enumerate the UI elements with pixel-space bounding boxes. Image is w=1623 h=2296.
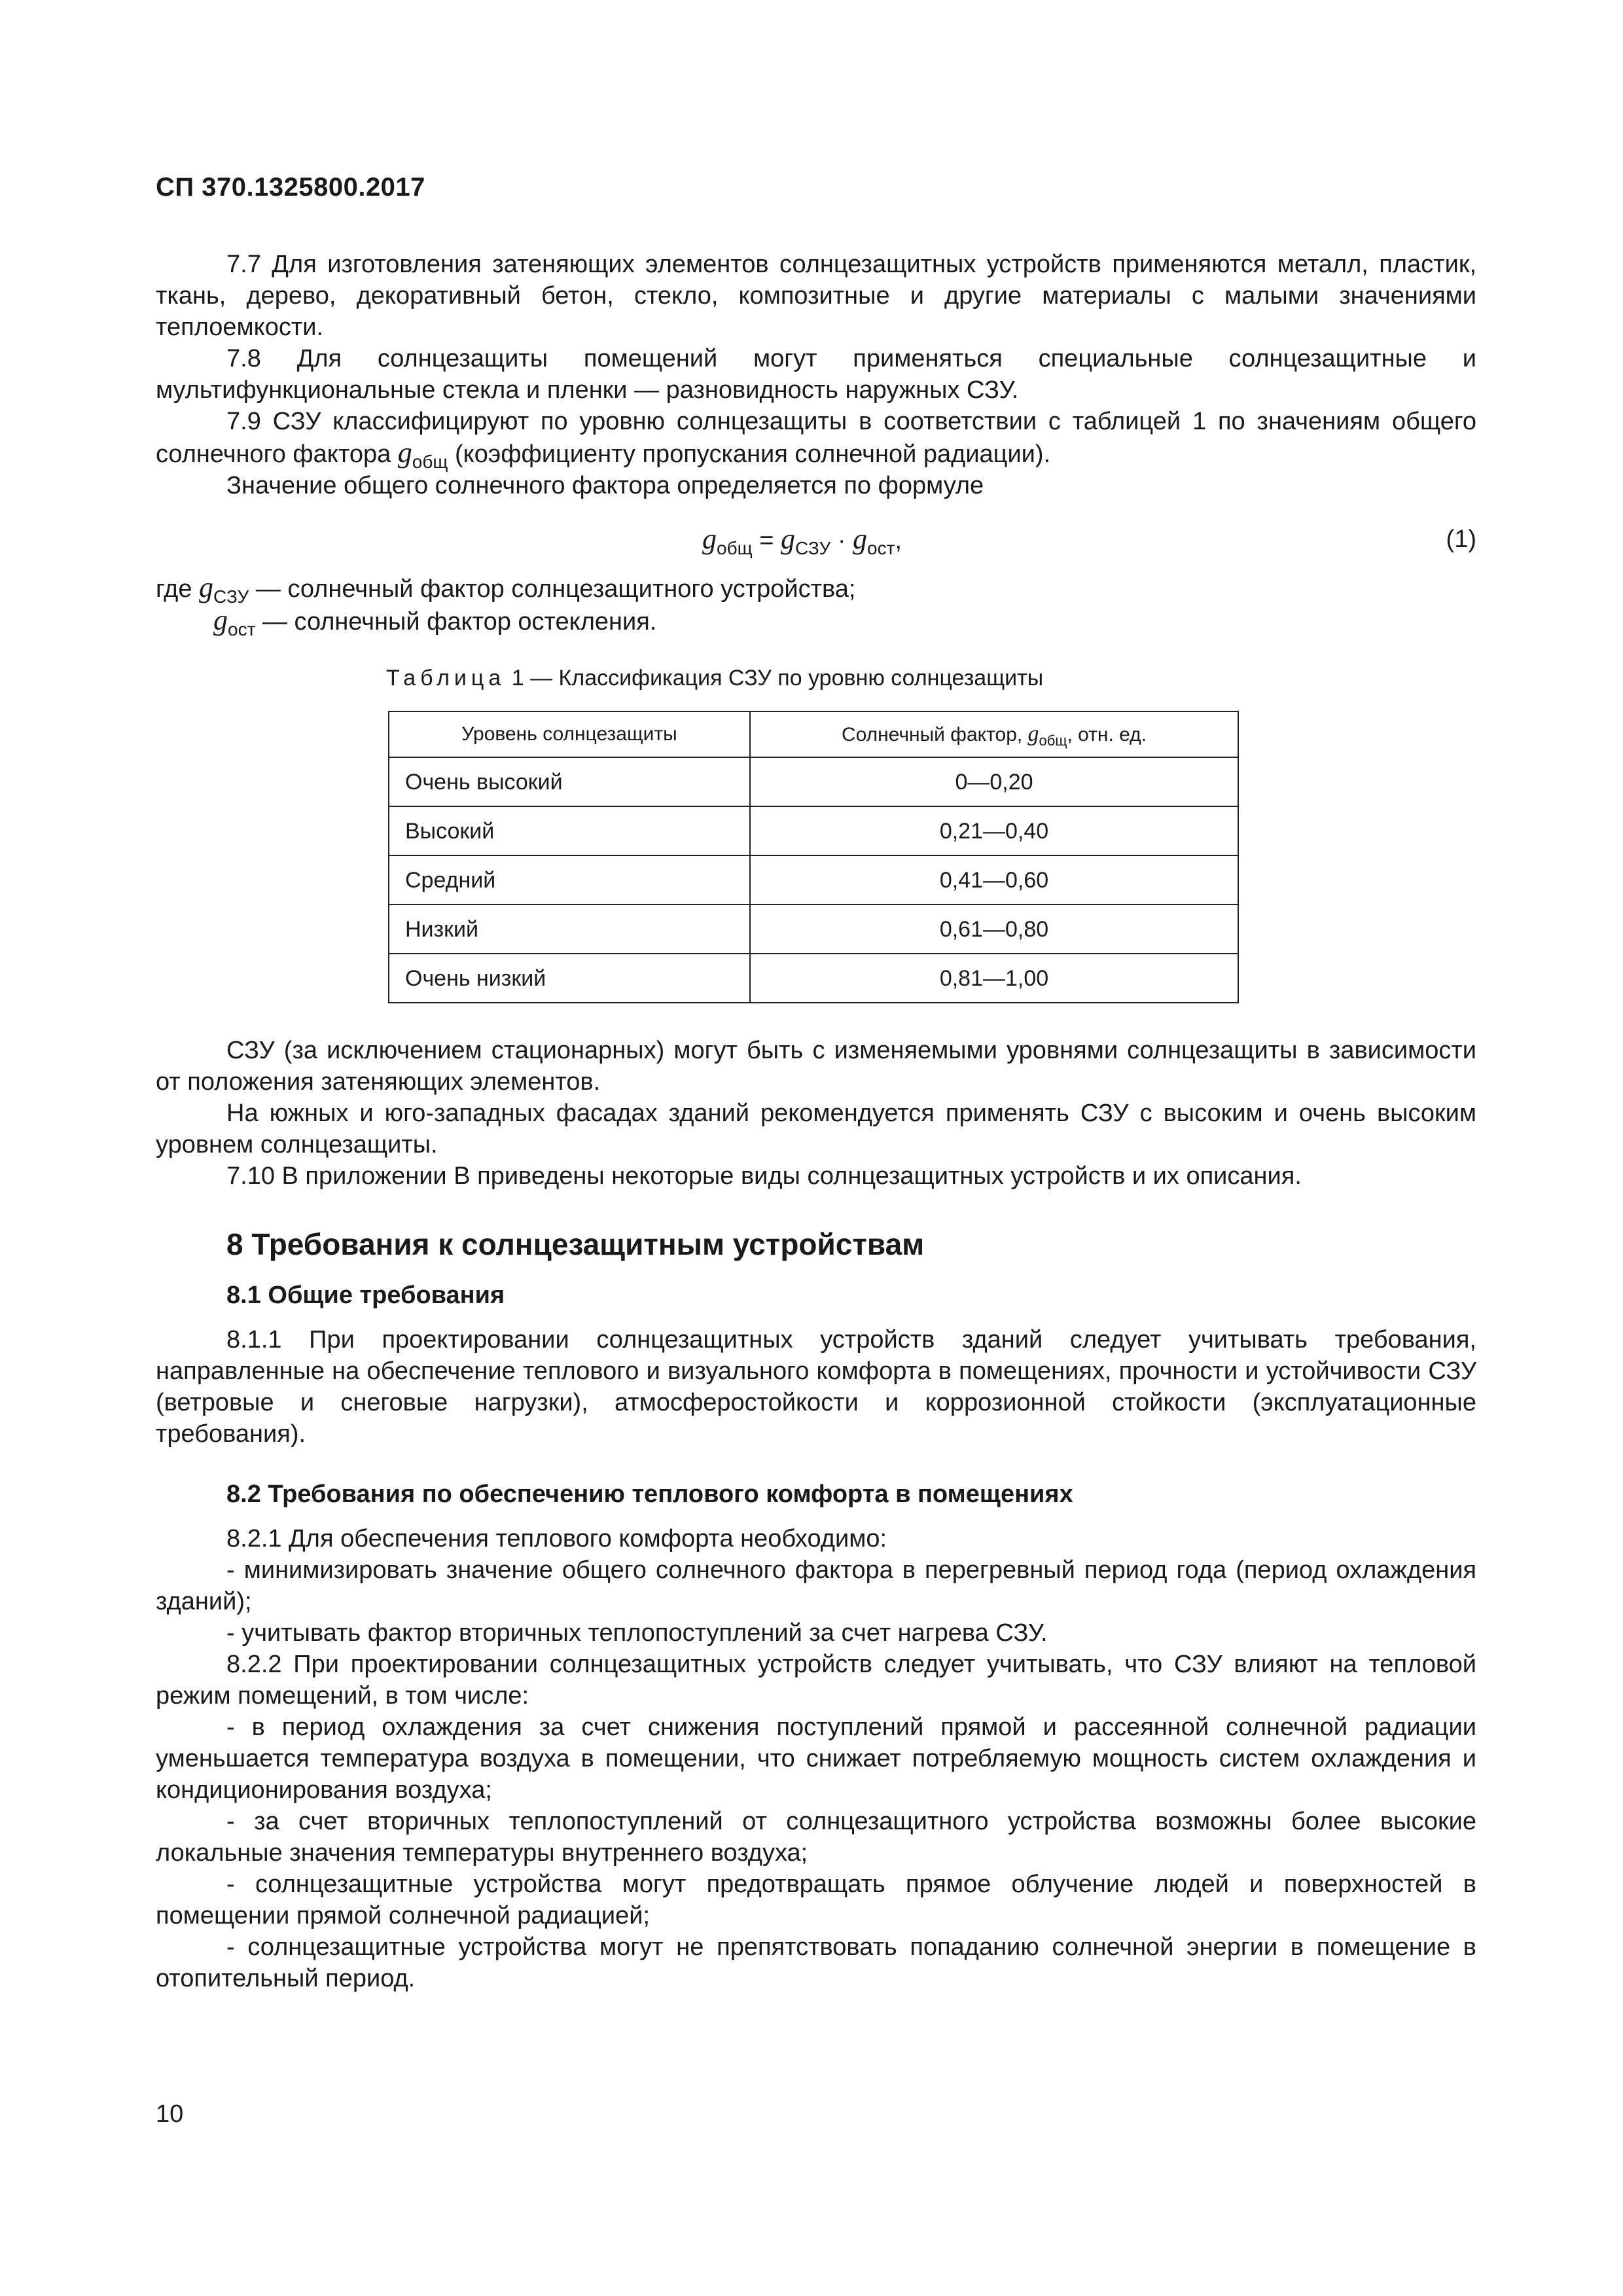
table-row [389,806,1238,855]
definition-szu [156,572,1476,605]
paragraph-south-facades: На южных и юго-западных фасадах зданий рекомендуется применять СЗУ с высоким и очень высоким уровнем солнцезащиты. [156,1100,1476,1158]
column-header-factor [750,711,1238,757]
paragraph-7-9-text-start: 7.9 СЗУ классифицируют по уровню солнцезащиты в соответствии с таблицей 1 по значениям общего солнечного фактора [156,408,1476,468]
symbol-g: g [199,571,214,603]
paragraph-variable-levels: СЗУ (за исключением стационарных) могут быть с изменяемыми уровнями солнцезащиты в зависимости от положения затеняющих элементов. [156,1037,1476,1096]
table-row [389,905,1238,954]
list-item: - минимизировать значение общего солнечного фактора в перегревный период года (период охлаждения зданий); [156,1556,1476,1615]
formula-expression [702,524,902,556]
where-definitions [156,572,1476,637]
cell-value: 0,61—0,80 [750,905,1238,954]
cell-value: 0,21—0,40 [750,806,1238,855]
paragraph-8-1-1: 8.1.1 При проектировании солнцезащитных устройств зданий следует учитывать требования, направленные на обеспечение теплового и визуального комфорта в помещениях, прочности и устойчивости СЗУ (ветровые и снеговые нагрузки), атмосферостойкости и коррозионной стойкости (эксплуатационные требования). [156,1326,1476,1448]
column-header-level: Уровень солнцезащиты [389,711,750,757]
paragraph-7-9-text-end: (коэффициенту пропускания солнечной радиации). [448,440,1051,468]
subscript-total: общ [717,538,753,558]
cell-level: Низкий [389,905,750,954]
definition-glazing [156,605,1476,637]
table-row [389,855,1238,905]
subscript-glazing: ост [228,619,256,639]
post-table-section [156,1035,1476,1192]
paragraph-8-2-2: 8.2.2 При проектировании солнцезащитных устройств следует учитывать, что СЗУ влияют на тепловой режим помещений, в том числе: [156,1651,1476,1710]
formula-block [156,524,1476,563]
table-caption [156,662,1476,694]
page-content [156,249,1476,1994]
paragraph-7-9 [156,406,1476,470]
classification-table [388,711,1239,1003]
cell-value: 0,41—0,60 [750,855,1238,905]
paragraph-8-2-1: 8.2.1 Для обеспечения теплового комфорта необходимо: [226,1525,887,1552]
list-item: - за счет вторичных теплопоступлений от солнцезащитного устройства возможны более высокие локальные значения температуры внутреннего воздуха; [156,1808,1476,1867]
section-8-title: 8 Требования к солнцезащитным устройствам [226,1227,925,1261]
symbol-g: g [1027,721,1039,746]
list-item: - солнцезащитные устройства могут предотвращать прямое облучение людей и поверхностей в помещении прямой солнечной радиацией; [156,1871,1476,1929]
cell-level: Очень высокий [389,757,750,806]
definition-glazing-text: — солнечный фактор остекления. [255,608,657,636]
table-caption-label: Таблица [386,666,506,691]
definition-szu-text: — солнечный фактор солнцезащитного устройства; [249,575,856,603]
list-item: - в период охлаждения за счет снижения поступлений прямой и рассеянной солнечной радиации уменьшается температура воздуха в помещении, что снижает потребляемую мощность систем охлаждения и кондиционирования воздуха; [156,1713,1476,1804]
subscript-total: общ [1039,732,1067,749]
table-header-row [389,711,1238,757]
subsection-8-2-title: 8.2 Требования по обеспечению теплового комфорта в помещениях [226,1480,1073,1508]
cell-level: Средний [389,855,750,905]
subsection-8-1-title: 8.1 Общие требования [226,1282,505,1309]
subscript-glazing: ост [867,538,895,558]
cell-level: Очень низкий [389,954,750,1003]
cell-value: 0—0,20 [750,757,1238,806]
formula-comma: , [895,527,902,554]
paragraph-7-8: 7.8 Для солнцезащиты помещений могут применяться специальные солнцезащитные и мультифункциональные стекла и пленки — разновидность наружных СЗУ. [156,345,1476,404]
cell-level: Высокий [389,806,750,855]
symbol-g: g [213,604,228,636]
column-header-factor-pre: Солнечный фактор, [841,723,1028,745]
equals-sign: = [752,527,781,554]
table-caption-text: 1 — Классификация СЗУ по уровню солнцезащиты [505,666,1044,691]
table-row [389,757,1238,806]
where-prefix: где [156,575,200,603]
formula-number: (1) [1446,526,1476,553]
list-item: - учитывать фактор вторичных теплопоступлений за счет нагрева СЗУ. [226,1619,1048,1647]
subscript-szu: СЗУ [794,538,831,558]
list-item: - солнцезащитные устройства могут не препятствовать попаданию солнечной энергии в помещение в отопительный период. [156,1933,1476,1992]
symbol-g: g [702,523,717,555]
subscript-szu: СЗУ [213,586,249,607]
symbol-g: g [853,523,868,555]
formula-intro: Значение общего солнечного фактора определяется по формуле [226,472,984,499]
table-row [389,954,1238,1003]
paragraph-7-7: 7.7 Для изготовления затеняющих элементов солнцезащитных устройств применяются металл, пластик, ткань, дерево, декоративный бетон, стекло, композитные и другие материалы с малыми значениями теплоемкости. [156,251,1476,341]
cell-value: 0,81—1,00 [750,954,1238,1003]
column-header-factor-post: , отн. ед. [1067,723,1147,745]
page-number: 10 [156,2100,184,2128]
document-code-header: СП 370.1325800.2017 [156,173,425,202]
symbol-g: g [397,437,412,469]
paragraph-7-10: 7.10 В приложении В приведены некоторые виды солнцезащитных устройств и их описания. [226,1162,1302,1190]
multiplication-dot: · [830,527,853,554]
symbol-g: g [780,523,795,555]
subscript-total: общ [412,452,448,472]
